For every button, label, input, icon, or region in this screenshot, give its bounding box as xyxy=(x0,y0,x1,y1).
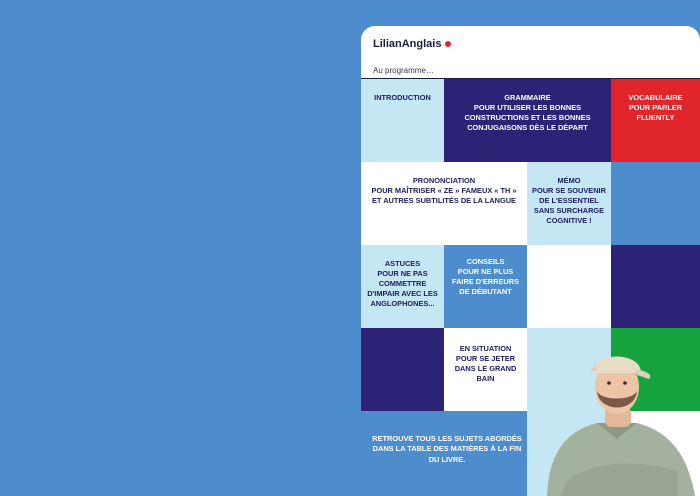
cell-introduction xyxy=(361,79,444,162)
program-subtitle: Au programme… xyxy=(373,66,434,75)
program-panel xyxy=(361,26,700,496)
cell-desc: POUR SE SOUVENIR DE L'ESSENTIEL SANS SURCHARGE COGNITIVE ! xyxy=(532,185,606,225)
cell-memo xyxy=(527,162,611,245)
cell-title: PRONONCIATION xyxy=(412,176,476,185)
cell-desc: POUR UTILISER LES BONNES CONSTRUCTIONS ET LES BONNES CONJUGAISONS DÈS LE DÉPART xyxy=(464,102,591,132)
cell-title: ASTUCES xyxy=(384,259,421,268)
cell-prononciation xyxy=(361,162,527,245)
cell-desc: POUR SE JETER DANS LE GRAND BAIN xyxy=(454,353,517,383)
cell-navy-filler xyxy=(611,245,700,328)
cell-title: CONSEILS xyxy=(466,257,505,266)
cell-desc: POUR PARLER FLUENTLY xyxy=(628,102,683,122)
cell-conseils xyxy=(444,245,527,328)
cell-desc: POUR MAÎTRISER « ZE » FAMEUX « TH » ET AUTRES SUBTILITÉS DE LA LANGUE xyxy=(371,185,517,205)
cell-astuces xyxy=(361,245,444,328)
cell-blue-filler xyxy=(611,162,700,245)
cell-title: MÉMO xyxy=(557,176,581,185)
cell-vocabulaire xyxy=(611,79,700,162)
cell-desc: POUR NE PLUS FAIRE D'ERREURS DE DÉBUTANT xyxy=(451,266,520,296)
brand-name: LilianAnglais xyxy=(373,38,442,50)
cell-navy-filler-2 xyxy=(361,328,444,411)
brand-dot-icon xyxy=(445,41,451,47)
cell-title: INTRODUCTION xyxy=(374,93,431,102)
footer-note: RETROUVE TOUS LES SUJETS ABORDÉS DANS LA TABLE DES MATIÈRES À LA FIN DU LIVRE. xyxy=(372,434,522,464)
cell-situation xyxy=(444,328,527,411)
cell-white-filler xyxy=(527,245,611,328)
cell-title: GRAMMAIRE xyxy=(504,93,551,102)
cell-desc: POUR NE PAS COMMETTRE D'IMPAIR AVEC LES ANGLOPHONES... xyxy=(367,268,438,308)
cell-title: EN SITUATION xyxy=(459,344,512,353)
person-illustration xyxy=(537,321,700,496)
brand-logo xyxy=(373,38,451,50)
cell-title: VOCABULAIRE xyxy=(628,93,683,102)
cell-grammaire xyxy=(444,79,611,162)
